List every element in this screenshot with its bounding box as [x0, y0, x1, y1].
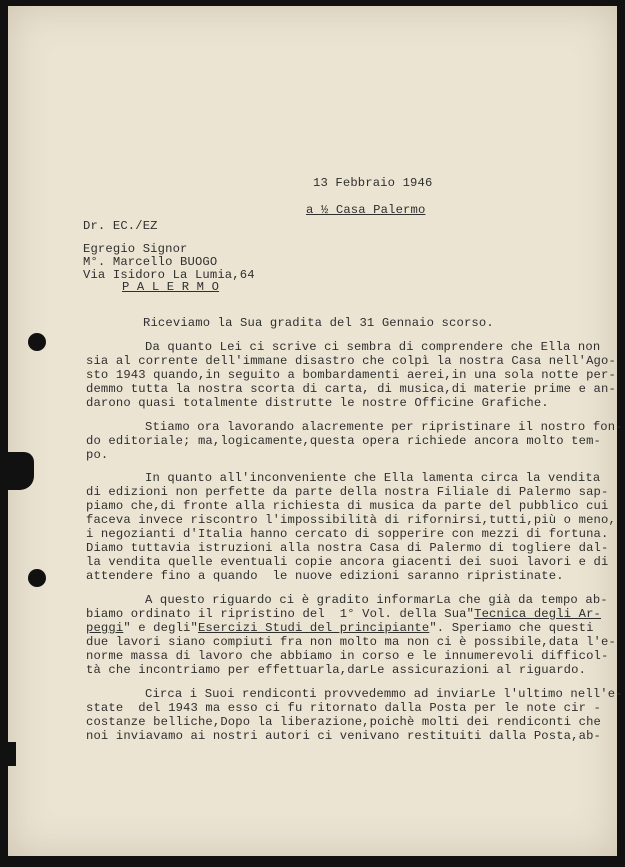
paragraph-3-line: la vendita quelle eventuali copie ancora giacenti dei suoi lavori e di: [86, 555, 609, 569]
paragraph-5-line: Circa i Suoi rendiconti provvedemmo ad inviarLe l'ultimo nell'e-: [145, 687, 623, 701]
paragraph-5-line: costanze belliche,Dopo la liberazione,poichè molti dei rendiconti che: [86, 715, 601, 729]
paragraph-3-line: i negozianti d'Italia hanno cercato di sopperire con mezzi di fortuna.: [86, 527, 609, 541]
title-tecnica-arpeggi-cont: peggi: [86, 621, 124, 635]
paragraph-1-line: sto 1943 quando,in seguito a bombardamenti aerei,in una sola notte per-: [86, 368, 616, 382]
paragraph-4-line: [86, 608, 601, 620]
paragraph-1-line: demmo tutta la nostra scorta di carta, di musica,di materie prime e an-: [86, 382, 616, 396]
paragraph-1-line: darono quasi totalmente distrutte le nostre Officine Grafiche.: [86, 396, 549, 410]
title-esercizi-studi: Esercizi Studi del principiante: [197, 621, 430, 635]
paragraph-4-line: A questo riguardo ci è gradito informarLa che già da tempo ab-: [145, 593, 608, 607]
paragraph-2-line: Stiamo ora lavorando alacremente per ripristinare il nostro fon-: [145, 420, 623, 434]
paragraph-3-line: attendere fino a quando le nuove edizioni saranno ripristinate.: [86, 569, 564, 583]
paragraph-1-line: Da quanto Lei ci scrive ci sembra di comprendere che Ella non: [145, 340, 601, 354]
paragraph-3-line: Diamo tuttavia istruzioni alla nostra Casa di Palermo di togliere dal-: [86, 541, 609, 555]
paragraph-3-line: di edizioni non perfette da parte della nostra Filiale di Palermo sap-: [86, 485, 609, 499]
paragraph-4-line: tà che incontriamo per effettuarla,darLe assicurazioni al riguardo.: [86, 663, 587, 677]
paragraph-2-line: po.: [86, 448, 109, 462]
paragraph-3-line: piamo che,di fronte alla richiesta di musica da parte del pubblico cui: [86, 499, 609, 513]
paragraph-4-text: ". Speriamo che questi: [429, 621, 594, 635]
recipient-street: Via Isidoro La Lumia,64: [83, 268, 255, 282]
paragraph-1-line: sia al corrente dell'immane disastro che colpì la nostra Casa nell'Ago-: [86, 354, 616, 368]
paper-tear: [8, 742, 16, 766]
opening-line: Riceviamo la Sua gradita del 31 Gennaio scorso.: [143, 316, 494, 330]
letter-date: 13 Febbraio 1946: [313, 176, 433, 190]
paper-tear: [8, 452, 34, 490]
copy-note: a ½ Casa Palermo: [306, 203, 426, 217]
paragraph-4-text: biamo ordinato il ripristino del 1° Vol. della Sua": [86, 607, 475, 621]
paragraph-3-line: In quanto all'inconveniente che Ella lamenta circa la vendita: [145, 471, 601, 485]
punch-hole: [28, 569, 46, 587]
recipient-city: P A L E R M O: [122, 280, 220, 294]
recipient-name: M°. Marcello BUOGO: [83, 255, 218, 269]
salutation: Egregio Signor: [83, 242, 188, 256]
paragraph-4-line: due lavori siano compiuti fra non molto ma non ci è possibile,data l'e-: [86, 635, 616, 649]
paragraph-3-line: faceva invece riscontro l'impossibilità di rifornirsi,tutti,più o meno,: [86, 513, 616, 527]
paragraph-5-line: state del 1943 ma esso ci fu ritornato dalla Posta per le note cir -: [86, 701, 601, 715]
paragraph-4-line: norme massa di lavoro che abbiamo in corso e le innumerevoli difficol-: [86, 649, 609, 663]
paragraph-4-line: [86, 622, 594, 634]
paragraph-5-line: noi inviavamo ai nostri autori ci venivano restituiti dalla Posta,ab-: [86, 729, 601, 743]
paragraph-2-line: do editoriale; ma,logicamente,questa opera richiede ancora molto tem-: [86, 434, 601, 448]
paragraph-4-text: " e degli": [123, 621, 198, 635]
reference: Dr. EC./EZ: [83, 219, 158, 233]
title-tecnica-arpeggi: Tecnica degli Ar-: [474, 607, 602, 621]
punch-hole: [28, 333, 46, 351]
